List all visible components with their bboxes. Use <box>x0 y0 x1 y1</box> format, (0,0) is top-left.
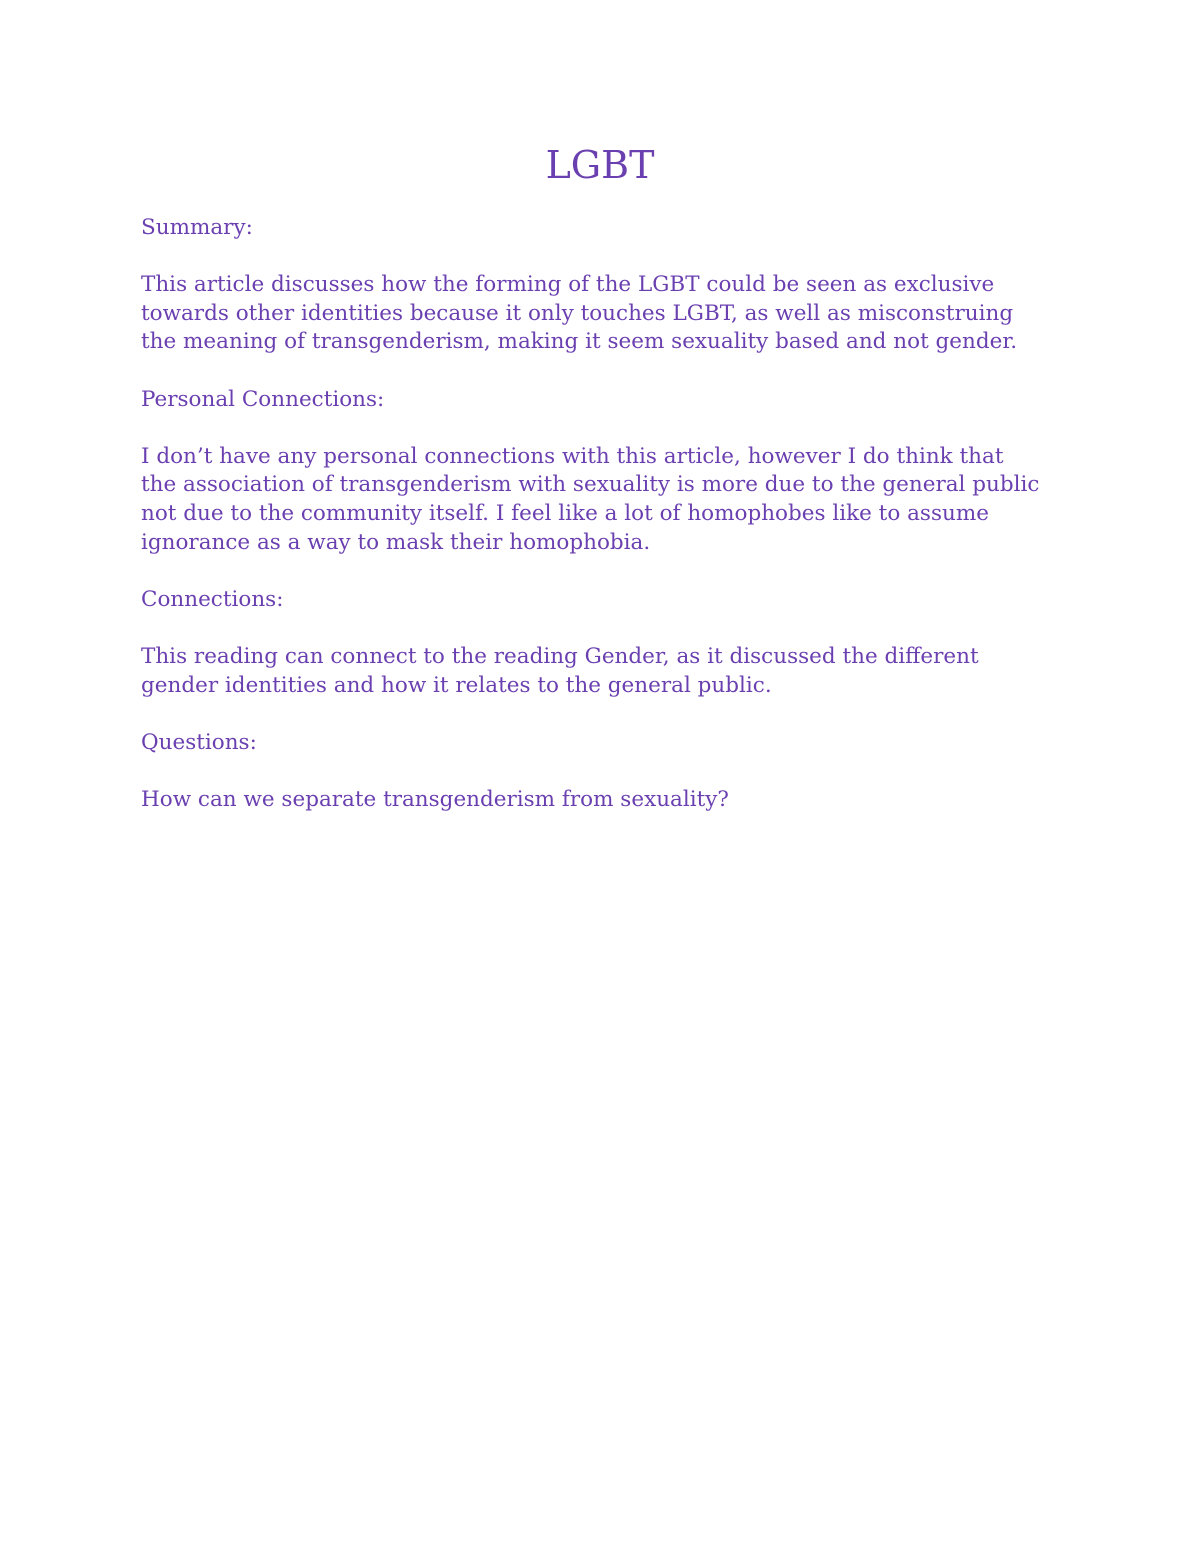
section-heading: Personal Connections: <box>141 386 385 412</box>
section-connections <box>141 586 1071 700</box>
section-summary <box>141 214 1071 357</box>
text-line: This article discusses how the forming of the LGBT could be seen as exclusive <box>141 272 995 298</box>
text-line: the meaning of transgenderism, making it seem sexuality based and not gender. <box>141 329 1018 355</box>
text-line: not due to the community itself. I feel like a lot of homophobes like to assume <box>141 500 989 526</box>
section-heading: Questions: <box>141 729 257 755</box>
text-line: towards other identities because it only touches LGBT, as well as misconstruing <box>141 300 1014 326</box>
text-line: How can we separate transgenderism from sexuality? <box>141 786 729 812</box>
section-heading: Summary: <box>141 215 253 240</box>
section-questions <box>141 729 1071 815</box>
text-line: This reading can connect to the reading Gender, as it discussed the different <box>141 643 979 669</box>
text-line: gender identities and how it relates to the general public. <box>141 672 772 698</box>
section-paragraph <box>141 643 1071 700</box>
section-personal-connections <box>141 386 1071 558</box>
text-line: ignorance as a way to mask their homophobia. <box>141 529 651 555</box>
page-title: LGBT <box>545 143 655 187</box>
document-body <box>141 142 1071 843</box>
text-line: the association of transgenderism with sexuality is more due to the general public <box>141 472 1040 498</box>
section-paragraph <box>141 443 1071 557</box>
section-heading: Connections: <box>141 586 284 612</box>
text-line: I don’t have any personal connections with this article, however I do think that <box>141 443 1004 469</box>
section-paragraph <box>141 786 1071 815</box>
section-paragraph <box>141 271 1071 357</box>
